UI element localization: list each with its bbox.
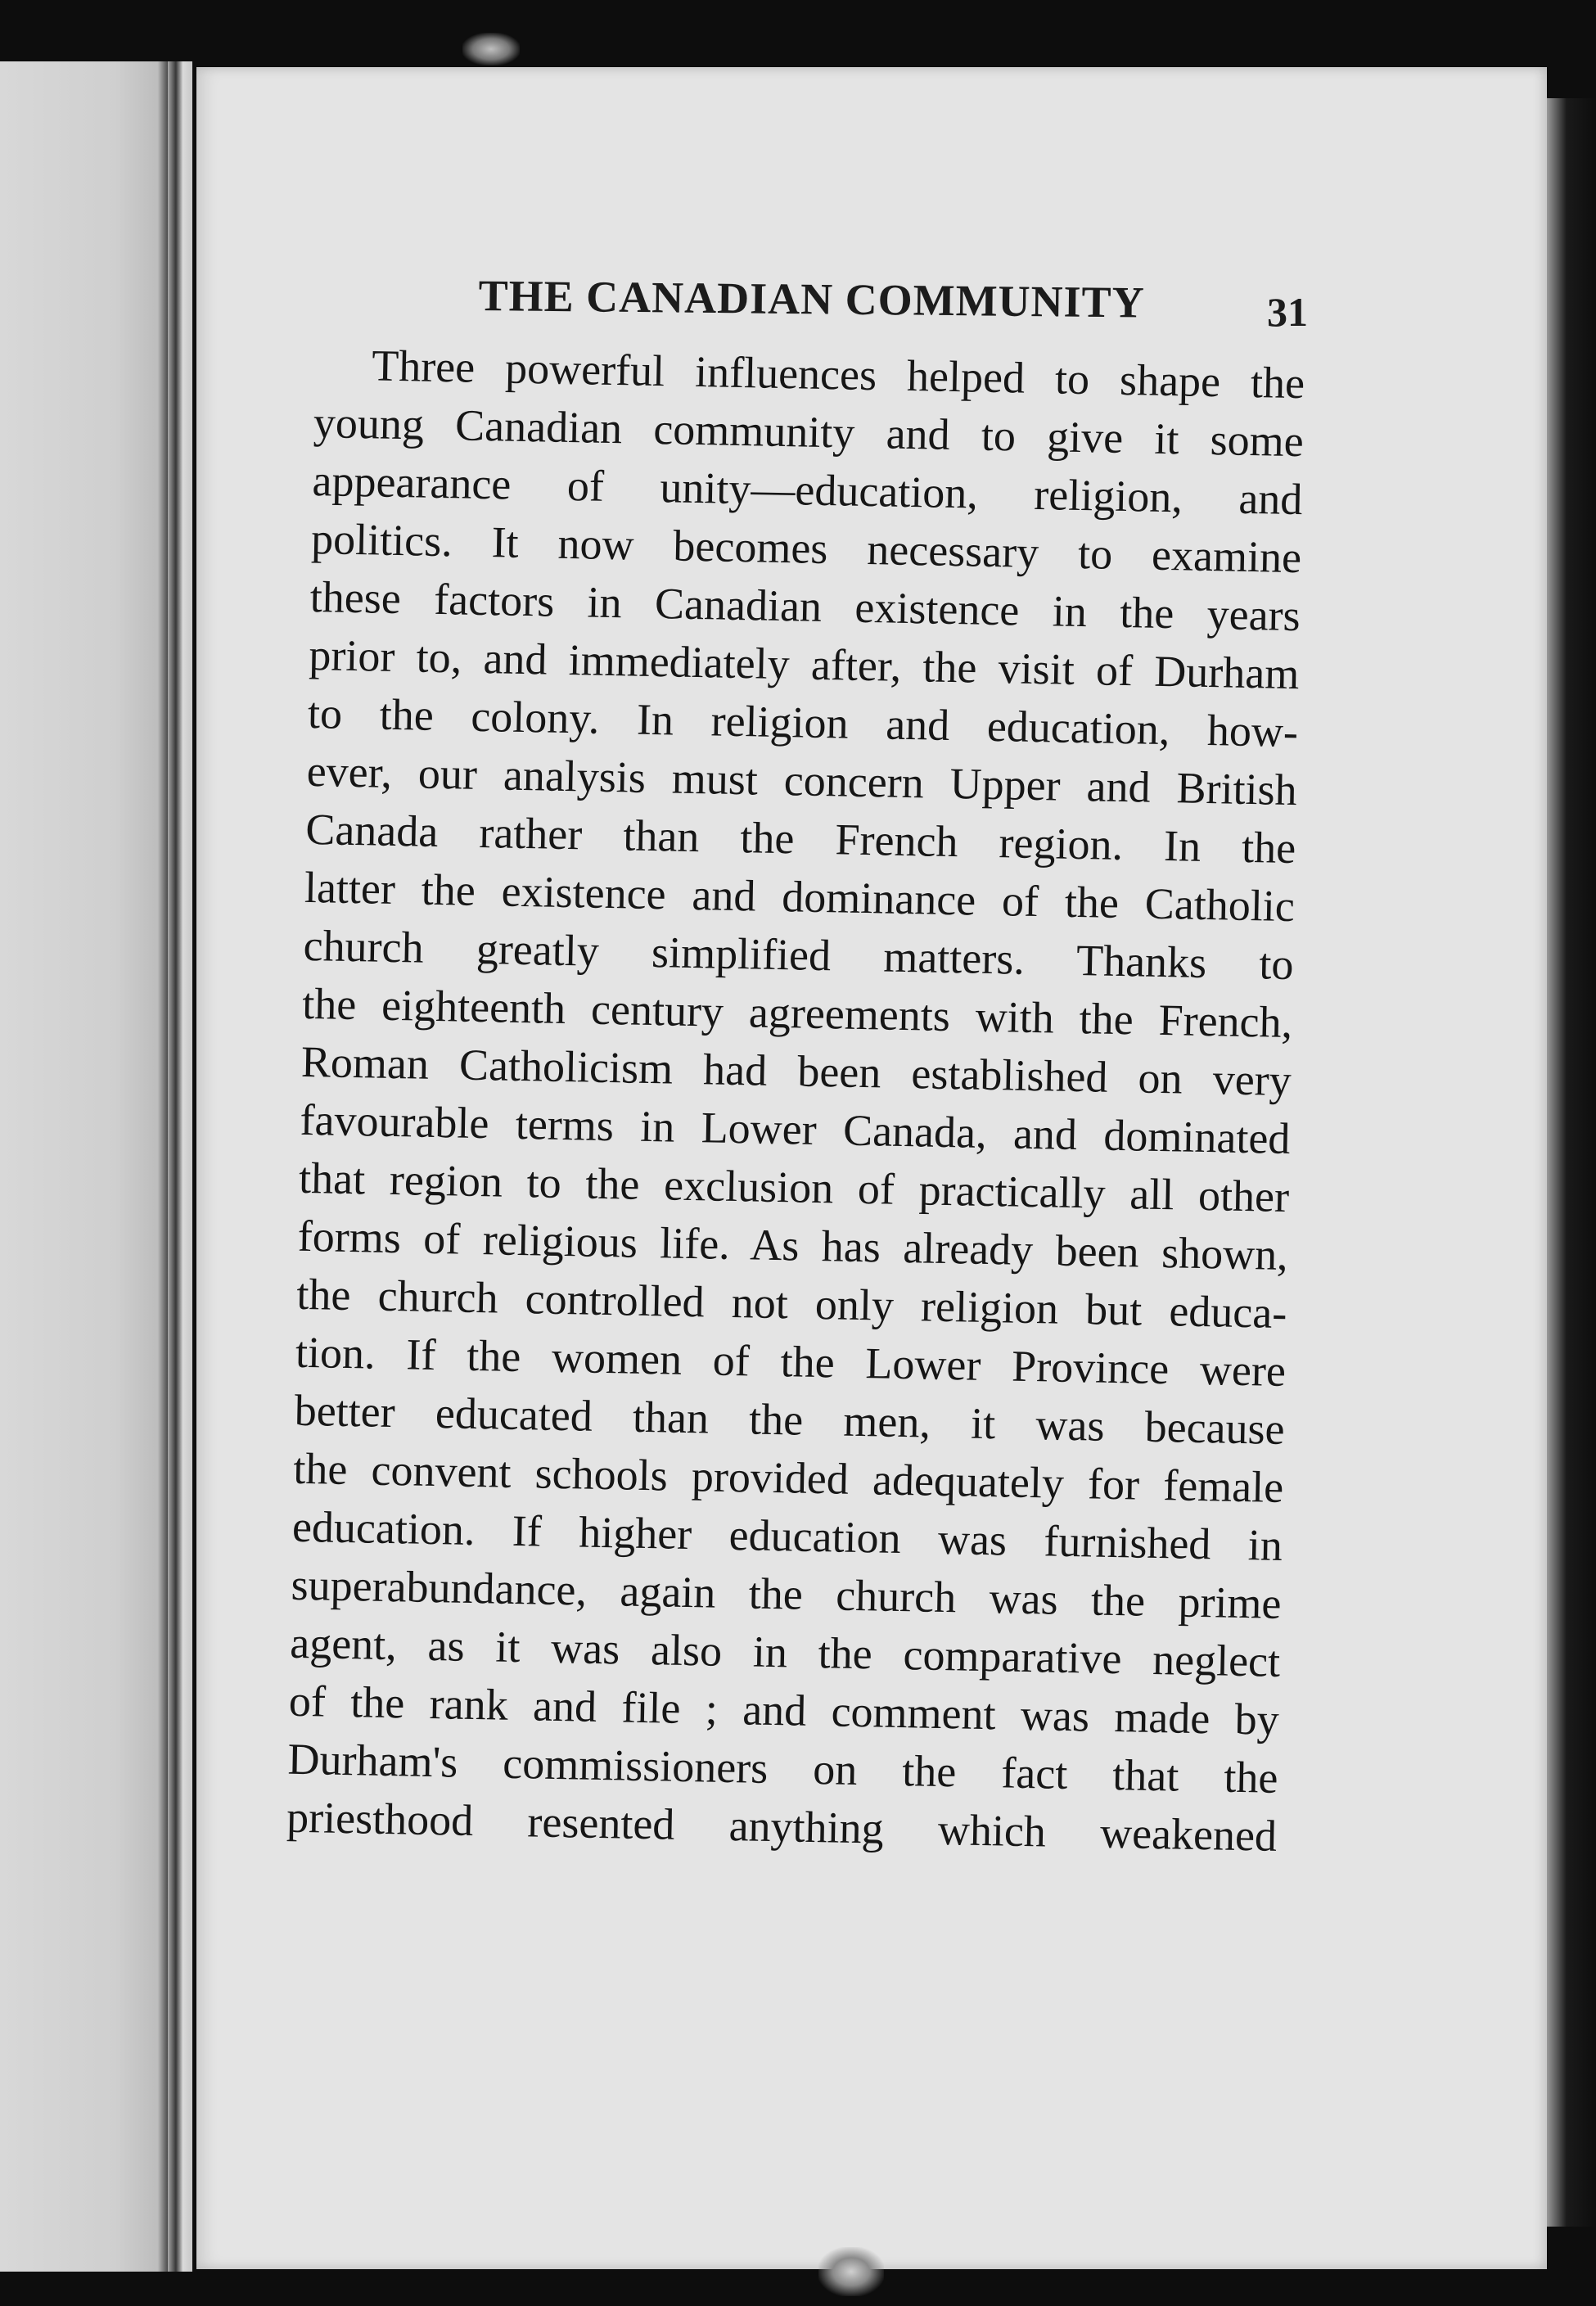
text-line: prior to, and immediately after, the visit of Durham [308, 630, 1300, 699]
text-line: education. If higher education was furnished in [291, 1501, 1283, 1570]
scan-smudge-bottom [818, 2247, 884, 2296]
text-line: Roman Catholicism had been established on very [300, 1036, 1292, 1106]
text-line: priesthood resented anything which weakened [286, 1792, 1278, 1861]
page-edge-shadow [1547, 98, 1596, 2227]
facing-page-edge [0, 61, 192, 2272]
text-line: favourable terms in Lower Canada, and dominated [300, 1094, 1291, 1164]
text-line: the church controlled not only religion but educa- [295, 1269, 1287, 1338]
page-number: 31 [1267, 289, 1308, 335]
body-paragraph [286, 336, 1305, 1866]
text-line: the eighteenth century agreements with the French, [301, 978, 1293, 1048]
text-line: tion. If the women of the Lower Province were [295, 1327, 1287, 1396]
text-line: that region to the exclusion of practically all other [298, 1153, 1290, 1222]
scan-smudge-top [462, 33, 520, 65]
text-line: superabundance, again the church was the prime [291, 1559, 1283, 1628]
text-line: forms of religious life. As has already been shown, [297, 1211, 1289, 1280]
text-line: agent, as it was also in the comparative neglect [289, 1618, 1281, 1686]
text-line: ever, our analysis must concern Upper and British [306, 746, 1298, 815]
running-head: THE CANADIAN COMMUNITY [478, 270, 1145, 327]
text-line: Canada rather than the French region. In the [304, 804, 1296, 873]
text-line: these factors in Canadian existence in the years [309, 571, 1301, 641]
text-line: the convent schools provided adequately for female [292, 1443, 1284, 1512]
text-line: Durham's commissioners on the fact that the [287, 1734, 1278, 1803]
text-line: appearance of unity—education, religion, and [312, 455, 1303, 525]
text-line: young Canadian community and to give it some [313, 397, 1305, 467]
text-line: latter the existence and dominance of the Catholic [304, 862, 1296, 932]
text-line: Three powerful influences helped to shape the [371, 341, 1305, 408]
book-gutter [168, 61, 183, 2272]
text-line: politics. It now becomes necessary to examine [310, 513, 1302, 583]
text-line: church greatly simplified matters. Thanks to [303, 920, 1295, 990]
text-line: better educated than the men, it was because [294, 1385, 1286, 1454]
text-line: of the rank and file ; and comment was made by [288, 1676, 1280, 1744]
text-line: to the colony. In religion and education, how- [307, 688, 1299, 757]
